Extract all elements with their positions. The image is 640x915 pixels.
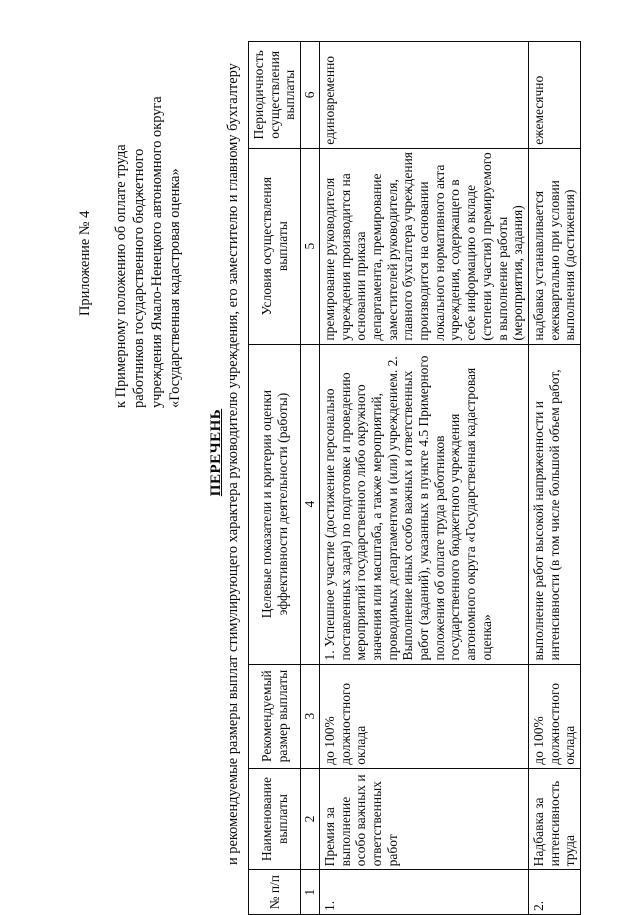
- row-period: единовременно: [319, 42, 528, 149]
- column-number: 6: [301, 42, 320, 149]
- header-num: № п/п: [249, 870, 301, 915]
- document-title: ПЕРЕЧЕНЬ: [208, 408, 224, 497]
- header-conditions: Условия осуществления выплаты: [249, 148, 301, 344]
- header-size: Рекомендуемый размер выплаты: [249, 664, 301, 768]
- appendix-text: к Примерному положению об оплате труда работников государственного бюджетного учреждения Ямало-Ненецкого автономного округа «Государственная кадастровая оценка»: [113, 96, 183, 408]
- row-size: до 100% должностного оклада: [319, 664, 528, 768]
- header-name: Наименование выплаты: [249, 768, 301, 870]
- appendix-header: [76, 88, 184, 408]
- row-name: Надбавка за интенсивность труда: [528, 768, 580, 870]
- row-criteria: 1. Успешное участие (достижение персонально поставленных задач) по подготовке и проведению мероприятий государственного либо окружного значения или масштаба, а также мероприятий, проводимых департаментом и (или) учреждением. 2. Выполнение иных особо важных и ответственных работ (заданий), указанных в пункте 4.5 Примерного положения об оплате труда работников государственного бюджетного учреждения автономного округа «Государственная кадастровая оценка»: [319, 344, 528, 664]
- row-size: до 100% должностного оклада: [528, 664, 580, 768]
- column-number: 3: [301, 664, 320, 768]
- payments-table: [248, 41, 581, 915]
- table-row: [319, 42, 528, 915]
- column-number: 5: [301, 148, 320, 344]
- table-row: [528, 42, 580, 915]
- column-number-row: [301, 42, 320, 915]
- document-subtitle: и рекомендуемые размеры выплат стимулирующего характера руководителю учреждения, его заместителю и главному бухгалтеру: [225, 63, 241, 865]
- column-number: 1: [301, 870, 320, 915]
- table-header-row: [249, 42, 301, 915]
- row-period: ежемесячно: [528, 42, 580, 149]
- row-name: Премия за выполнение особо важных и ответственных работ: [319, 768, 528, 870]
- row-num: 1.: [319, 870, 528, 915]
- column-number: 2: [301, 768, 320, 870]
- row-criteria: выполнение работ высокой напряженности и интенсивности (в том числе большой объем работ,: [528, 344, 580, 664]
- column-number: 4: [301, 344, 320, 664]
- appendix-number: Приложение № 4: [77, 210, 93, 316]
- header-period: Периодичность осуществления выплаты: [249, 42, 301, 149]
- row-conditions: премирование руководителя учреждения производится на основании приказа департамента, премирование заместителей руководителя, главного бухгалтера учреждения производится на основании локального нормативного акта учреждения, содержащего в себе информацию о вкладе (степени участия) премируемого в выполнение работы (мероприятия, задания): [319, 148, 528, 344]
- row-conditions: надбавка устанавливается ежеквартально при условии выполнения (достижения): [528, 148, 580, 344]
- row-num: 2.: [528, 870, 580, 915]
- header-criteria: Целевые показатели и критерии оценки эффективности деятельности (работы): [249, 344, 301, 664]
